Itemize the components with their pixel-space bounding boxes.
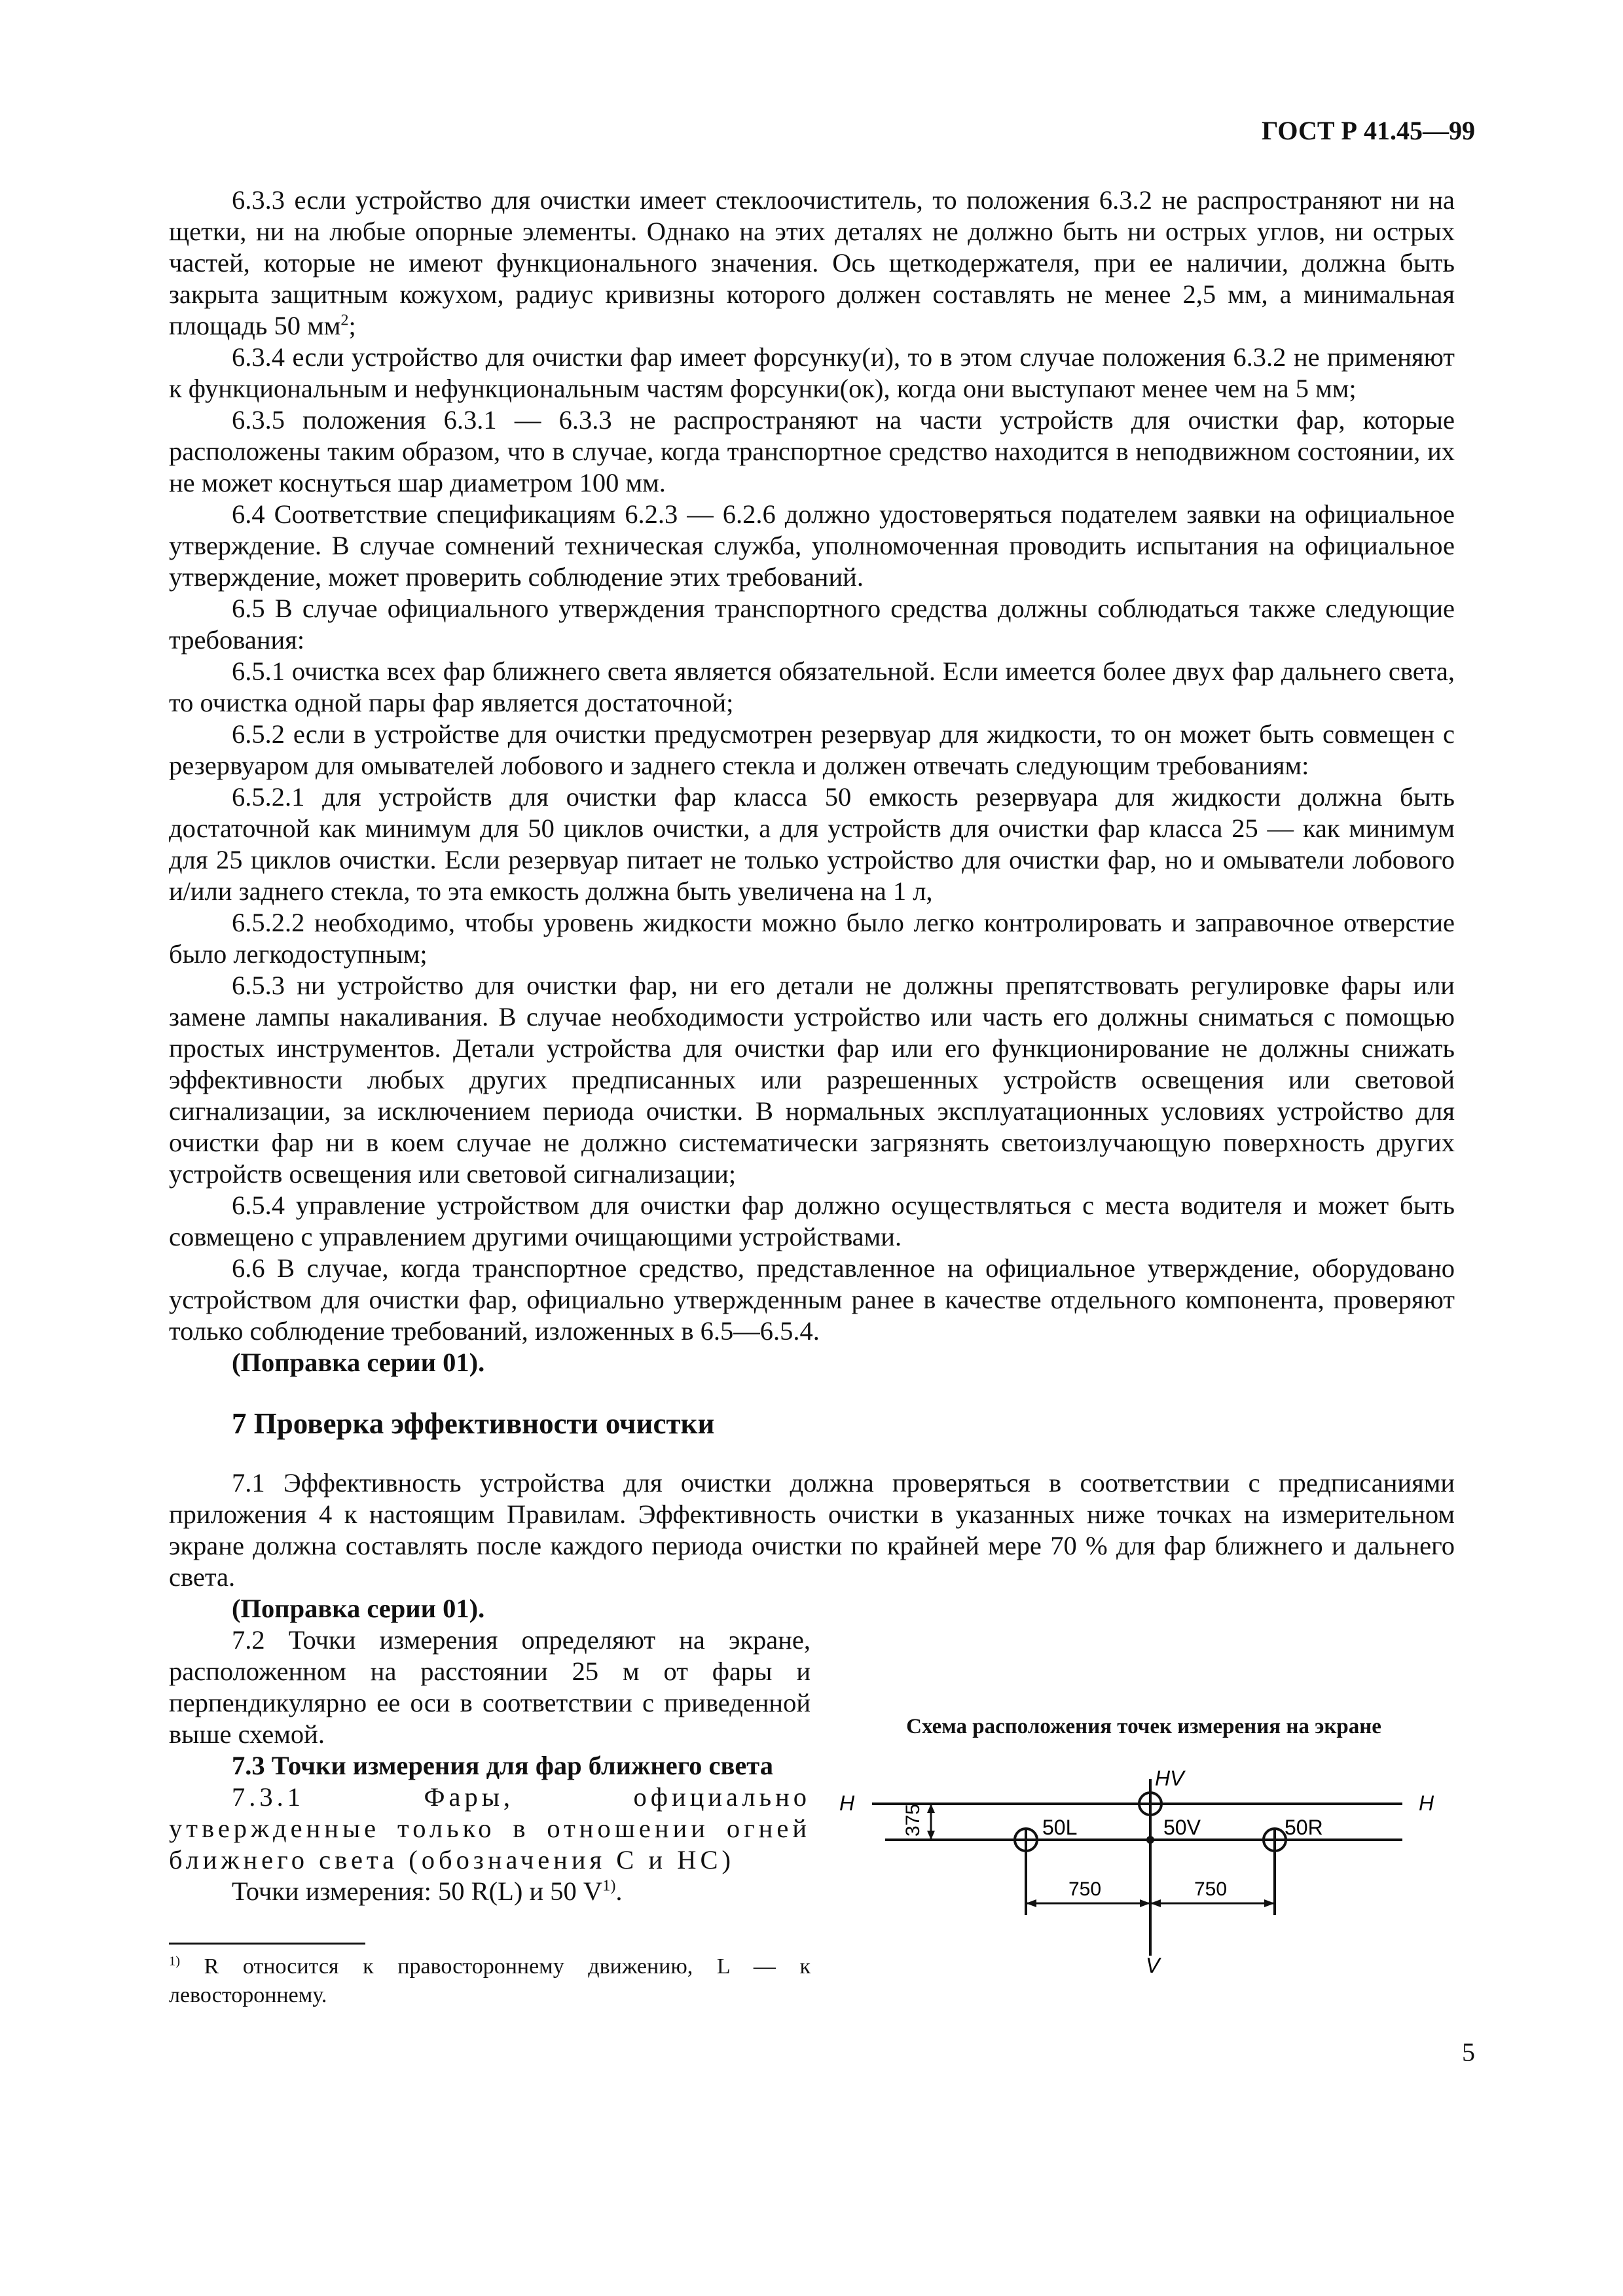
paragraph-6-5-1: 6.5.1 очистка всех фар ближнего света является обязательной. Если имеется более двух фар дальнего света, то очистка одной пары фар является достаточной; <box>169 656 1455 717</box>
page-number: 5 <box>1462 2037 1475 2067</box>
two-column-block <box>169 1624 1455 2010</box>
measurement-points-text: Точки измерения: 50 R(L) и 50 V <box>232 1876 603 1906</box>
label-h-right: H <box>1419 1791 1434 1815</box>
footnote-divider <box>169 1943 365 1945</box>
scheme-title: Схема расположения точек измерения на экране <box>906 1715 1381 1738</box>
label-hv: HV <box>1155 1767 1184 1790</box>
label-h-left: H <box>839 1791 855 1815</box>
measurement-scheme-diagram <box>833 1751 1455 1974</box>
paragraph-6-5-2-2: 6.5.2.2 необходимо, чтобы уровень жидкости можно было легко контролировать и заправочное отверстие было легкодоступным; <box>169 908 1455 969</box>
dim-750-right-label: 750 <box>1194 1878 1228 1900</box>
paragraph-6-6: 6.6 В случае, когда транспортное средство, представленное на официальное утверждение, оборудовано устройством для очистки фар, официально утвержденным ранее в качестве отдельного компонента, проверяют только соблюдение требований, изложенных в 6.5—6.5.4. <box>169 1253 1455 1346</box>
paragraph-6-5-2-1: 6.5.2.1 для устройств для очистки фар класса 50 емкость резервуара для жидкости должна быть достаточной как минимум для 50 циклов очистки, а для устройств для очистки фар класса 25 — как минимум для 25 циклов очистки. Если резервуар питает не только устройство для очистки фар, но и омыватели лобового и/или заднего стекла, то эта емкость должна быть увеличена на 1 л, <box>169 782 1455 906</box>
amendment-note-2: (Поправка серии 01). <box>232 1594 485 1623</box>
dim-750-left-label: 750 <box>1068 1878 1102 1900</box>
label-50l: 50L <box>1042 1816 1078 1839</box>
document-number: ГОСТ Р 41.45—99 <box>1261 116 1475 145</box>
paragraph-7-2: 7.2 Точки измерения определяют на экране, расположенном на расстоянии 25 м от фары и перпендикулярно ее оси в соответствии с приведенной выше схемой. <box>169 1625 811 1749</box>
measurement-points: Точки измерения: 50 R(L) и 50 $V^{1)}$. <box>232 1876 623 1906</box>
paragraph-6-4: 6.4 Соответствие спецификациям 6.2.3 — 6.2.6 должно удостоверяться подателем заявки на официальное утверждение. В случае сомнений техническая служба, уполномоченная проводить испытания на официальное утверждение, может проверить соблюдение этих требований. <box>169 499 1455 592</box>
paragraph-6-5-2: 6.5.2 если в устройстве для очистки предусмотрен резервуар для жидкости, то он может быть совмещен с резервуаром для омывателей лобового и заднего стекла и должен отвечать следующим требованиям: <box>169 719 1455 780</box>
point-50v-marker <box>1148 1837 1153 1842</box>
dim-vertical-label: 375 <box>902 1803 924 1837</box>
paragraph-6-3-5: 6.3.5 положения 6.3.1 — 6.3.3 не распространяют на части устройств для очистки фар, которые расположены таким образом, что в случае, когда транспортное средство находится в неподвижном состоянии, их не может коснуться шар диаметром 100 мм. <box>169 405 1455 497</box>
paragraph-6-5-4: 6.5.4 управление устройством для очистки фар должно осуществляться с места водителя и может быть совмещено с управлением другими очищающими устройствами. <box>169 1191 1455 1251</box>
section-7-heading: 7 Проверка эффективности очистки <box>232 1407 715 1440</box>
paragraph-6-3-3: 6.3.3 если устройство для очистки имеет стеклоочиститель, то положения 6.3.2 не распространяют ни на щетки, ни на любые опорные элементы. Однако на этих деталях не должно быть ни острых углов, ни острых частей, которые не имеют функционального значения. Ось щеткодержателя, при ее наличии, должна быть закрыта защитным кожухом, радиус кривизны которого должен составлять не менее 2,5 мм, а минимальная площадь 50 $мм^2$; <box>169 185 1455 340</box>
paragraph-7-1: 7.1 Эффективность устройства для очистки должна проверяться в соответствии с предписаниями приложения 4 к настоящим Правилам. Эффективность очистки в указанных ниже точках на измерительном экране должна составлять после каждого периода очистки по крайней мере 70 % для фар ближнего и дальнего света. <box>169 1468 1455 1592</box>
amendment-note: (Поправка серии 01). <box>232 1348 485 1377</box>
paragraph-7-3-title: 7.3 Точки измерения для фар ближнего света <box>232 1751 773 1780</box>
label-50v: 50V <box>1163 1816 1201 1839</box>
document-body <box>169 185 1455 2010</box>
paragraph-7-3-1: 7.3.1 Фары, официально утвержденные только в отношении огней ближнего света (обозначения С и НС) <box>169 1782 811 1874</box>
paragraph-6-5-3: 6.5.3 ни устройство для очистки фар, ни его детали не должны препятствовать регулировке фары или замене лампы накаливания. В случае необходимости устройство или часть его должны сниматься с помощью простых инструментов. Детали устройства для очистки фар или его функционирование не должны снижать эффективности любых других предписанных или разрешенных устройств освещения или световой сигнализации, за исключением периода очистки. В нормальных эксплуатационных условиях устройство для очистки фар ни в коем случае не должно систематически загрязнять светоизлучающую поверхность других устройств освещения или световой сигнализации; <box>169 971 1455 1189</box>
left-column <box>169 1624 811 2010</box>
paragraph-6-5: 6.5 В случае официального утверждения транспортного средства должны соблюдаться также следующие требования: <box>169 594 1455 655</box>
label-v: V <box>1146 1954 1160 1974</box>
footnote-ref: 1) <box>602 1876 616 1895</box>
label-50r: 50R <box>1285 1816 1323 1839</box>
paragraph-6-3-4: 6.3.4 если устройство для очистки фар имеет форсунку(и), то в этом случае положения 6.3.2 не применяют к функциональным и нефункциональным частям форсунки(ок), когда они выступают менее чем на 5 мм; <box>169 342 1455 403</box>
footnote-marker: 1) <box>169 1954 180 1969</box>
footnote-text: R относится к правостороннему движению, L — к левостороннему. <box>169 1954 811 2007</box>
scheme-figure <box>833 1624 1455 2010</box>
footnote <box>169 1952 811 2010</box>
